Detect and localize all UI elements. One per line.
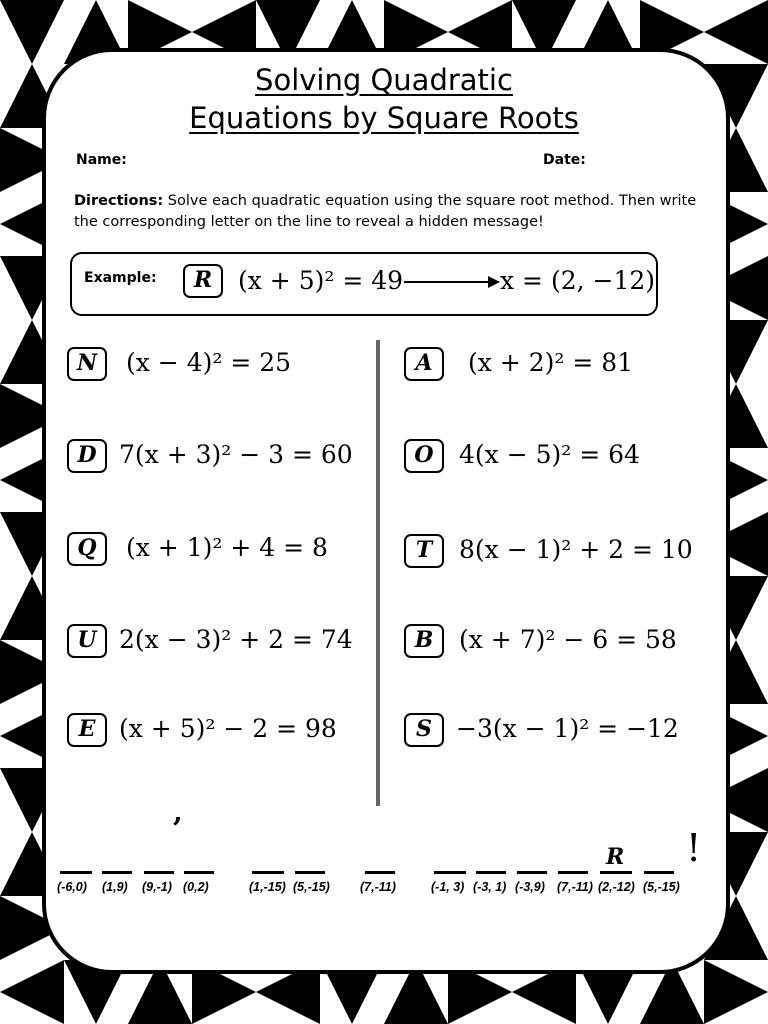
answer-coordinate: (9,-1) [142, 880, 172, 894]
answer-coordinate: (5,-15) [643, 880, 680, 894]
answer-blank [252, 871, 284, 874]
answer-coordinate: (1,-15) [249, 880, 286, 894]
answer-blank [434, 871, 466, 874]
answer-blank [600, 871, 632, 874]
problem-equation: 2(x − 3)² + 2 = 74 [119, 625, 353, 654]
problem-letter-box: U [67, 624, 107, 658]
directions-body: Solve each quadratic equation using the square root method. Then write the corresponding letter on the line to reveal a hidden message! [74, 193, 697, 230]
problem-equation: 8(x − 1)² + 2 = 10 [459, 535, 693, 564]
problem-equation: 7(x + 3)² − 3 = 60 [119, 440, 353, 469]
message-apostrophe: ’ [172, 812, 183, 847]
column-divider [376, 340, 380, 806]
answer-coordinate: (0,2) [183, 880, 209, 894]
answer-blank [365, 871, 395, 874]
example-label: Example: [84, 270, 157, 286]
answer-blank [517, 871, 547, 874]
problem-equation: 4(x − 5)² = 64 [459, 440, 640, 469]
answer-coordinate: (-3,9) [515, 880, 545, 894]
problem-letter-box: B [404, 624, 444, 658]
answer-blank [184, 871, 214, 874]
answer-coordinate: (2,-12) [598, 880, 635, 894]
problem-letter-box: E [67, 713, 107, 747]
answer-blank [476, 871, 506, 874]
problem-letter-box: A [404, 347, 444, 381]
worksheet-title-line1: Solving Quadratic [255, 63, 513, 97]
problem-letter-box: Q [67, 532, 107, 566]
problem-letter-box: S [404, 713, 444, 747]
answer-blank [102, 871, 132, 874]
example-equation: (x + 5)² = 49 [238, 266, 404, 295]
worksheet-title-line2: Equations by Square Roots [189, 101, 579, 135]
answer-coordinate: (5,-15) [293, 880, 330, 894]
arrow-icon [404, 274, 500, 290]
answer-blank [60, 871, 92, 874]
answer-coordinate: (-6,0) [57, 880, 87, 894]
problem-letter-box: D [67, 439, 107, 473]
directions-text [74, 191, 714, 233]
problem-equation: −3(x − 1)² = −12 [456, 714, 679, 743]
directions-label: Directions: [74, 193, 164, 209]
answer-coordinate: (7,-11) [360, 880, 396, 894]
answer-blank [295, 871, 325, 874]
answer-blank [144, 871, 174, 874]
answer-coordinate: (1,9) [102, 880, 128, 894]
answer-coordinate: (7,-11) [557, 880, 593, 894]
worksheet-card [42, 48, 730, 974]
answer-blank [644, 871, 674, 874]
answer-coordinate: (-1, 3) [431, 880, 465, 894]
problem-equation: (x + 7)² − 6 = 58 [459, 625, 677, 654]
example-answer: x = (2, −12) [500, 266, 656, 295]
example-letter-box: R [183, 264, 223, 298]
message-filled-letter: R [606, 844, 625, 870]
problem-equation: (x + 5)² − 2 = 98 [119, 714, 337, 743]
message-exclamation: ! [686, 826, 702, 870]
problem-equation: (x + 1)² + 4 = 8 [126, 533, 328, 562]
problem-equation: (x + 2)² = 81 [468, 348, 634, 377]
problem-letter-box: T [404, 534, 444, 568]
answer-coordinate: (-3, 1) [473, 880, 507, 894]
problem-letter-box: N [67, 347, 107, 381]
name-label: Name: [76, 152, 127, 168]
answer-blank [558, 871, 588, 874]
problem-equation: (x − 4)² = 25 [126, 348, 292, 377]
date-label: Date: [543, 152, 586, 168]
problem-letter-box: O [404, 439, 444, 473]
